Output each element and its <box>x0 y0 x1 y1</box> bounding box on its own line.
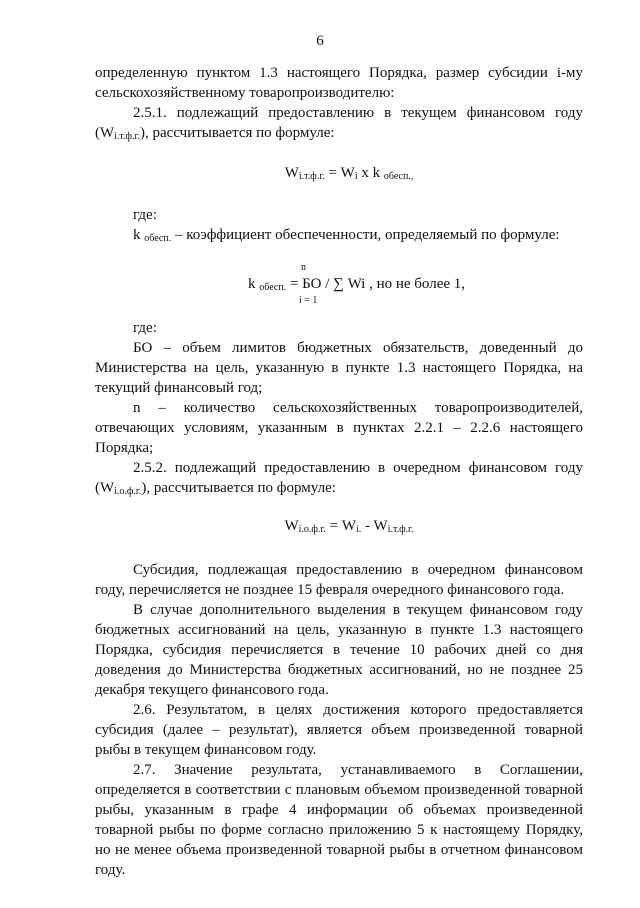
subscript: обесп. <box>259 282 287 293</box>
paragraph-2-7: 2.7. Значение результата, устанавливаемого в Соглашении, определяется в соответствии с плановым объемом произведенной товарной рыбы, указанным в графе 4 информации об объемах произведенной товарной рыбы по форме согласно приложению 5 к настоящему Порядку, но не менее объема произведенной товарной рыбы в отчетном финансовом году. <box>95 762 583 878</box>
formula-part: - W <box>361 518 388 534</box>
subscript: обесп. <box>144 233 172 244</box>
formula-part: x k <box>357 165 384 181</box>
n-definition: n – количество сельскохозяйственных товаропроизводителей, отвечающих условиям, указанным в пунктах 2.2.1 – 2.2.6 настоящего Порядка; <box>95 400 583 456</box>
subscript: i.о.ф.г. <box>298 524 326 535</box>
text: k <box>133 227 145 243</box>
subscript: i.о.ф.г. <box>114 486 142 497</box>
formula-current-year <box>95 163 583 187</box>
formula-part: , <box>410 171 414 182</box>
formula-part: W <box>284 518 299 534</box>
subscript: i <box>354 171 358 182</box>
subscript: i. <box>356 524 362 535</box>
text: ), рассчитывается по формуле: <box>141 480 336 496</box>
bo-definition: БО – объем лимитов бюджетных обязательств, доведенный до Министерства на цель, указанную в пункте 1.3 настоящего Порядка, на текущий финансовый год; <box>95 340 583 396</box>
formula-next-year <box>95 516 583 540</box>
formula-part: = W <box>325 518 356 534</box>
paragraph-2-5-1 <box>95 103 583 147</box>
where-label: где: <box>133 320 157 336</box>
where-label: где: <box>133 207 157 223</box>
formula-part: = W <box>324 165 355 181</box>
subscript: i.т.ф.г. <box>387 524 414 535</box>
paragraph-intro: определенную пунктом 1.3 настоящего Порядка, размер субсидии i-му сельскохозяйственному товаропроизводителю: <box>95 65 583 101</box>
subscript: i.т.ф.г. <box>114 131 141 142</box>
text: – коэффициент обеспеченности, определяемый по формуле: <box>171 227 560 243</box>
text: 2.5.2. подлежащий предоставлению в очередном финансовом году (W <box>95 460 583 496</box>
paragraph-2-6: 2.6. Результатом, в целях достижения которого предоставляется субсидия (далее – результат), является объем произведенной товарной рыбы в текущем финансовом году. <box>95 702 583 758</box>
formula-coefficient <box>95 262 583 309</box>
formula-part: k <box>248 276 260 292</box>
sum-upper-limit: n <box>301 262 306 273</box>
text: 2.5.1. подлежащий предоставлению в текущем финансовом году (W <box>95 105 583 141</box>
formula-part: = БО / ∑ Wi , но не более 1, <box>286 276 466 292</box>
paragraph-additional-allocation: В случае дополнительного выделения в текущем финансовом году бюджетных ассигнований на цель, указанную в пункте 1.3 настоящего Порядка, субсидия перечисляется в течение 10 рабочих дней со дня доведения до Министерства бюджетных ассигнований, но не позднее 25 декабря текущего финансового года. <box>95 602 583 698</box>
page-number: 6 <box>316 33 324 49</box>
formula-part: W <box>284 165 299 181</box>
paragraph-subsidy-next-year: Субсидия, подлежащая предоставлению в очередном финансовом году, перечисляется не позднее 15 февраля очередного финансового года. <box>95 562 583 598</box>
text: ), рассчитывается по формуле: <box>140 125 335 141</box>
subscript: обесп. <box>383 171 411 182</box>
sum-lower-limit: i = 1 <box>299 295 318 306</box>
paragraph-2-5-2 <box>95 458 583 502</box>
formula-main <box>248 274 465 298</box>
document-body <box>95 63 583 880</box>
k-definition <box>95 225 583 249</box>
subscript: i.т.ф.г. <box>298 171 325 182</box>
